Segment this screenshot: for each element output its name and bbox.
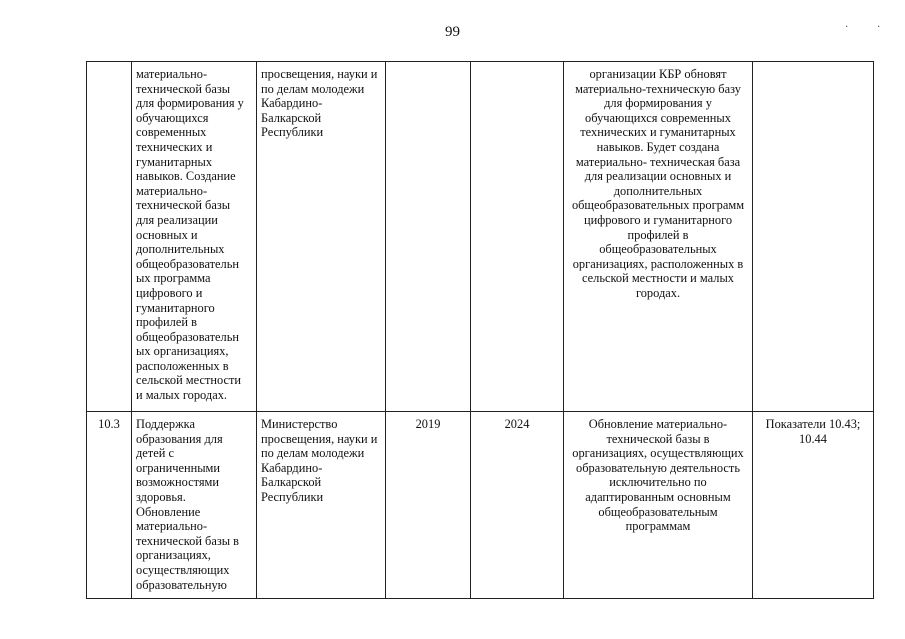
page-number: 99 [445, 24, 460, 40]
table-row [87, 412, 874, 599]
executor-cell [257, 62, 386, 412]
expected-result-cell [564, 412, 753, 599]
indicator-link-cell [753, 62, 874, 412]
scan-speck: · [877, 22, 881, 33]
measure-name-cell [132, 412, 257, 599]
end-year-cell [471, 412, 564, 599]
executor: Министерство просвещения, науки и по делам молодежи Кабардино- Балкарской Республики [261, 417, 378, 504]
end-year-cell [471, 62, 564, 412]
indicator-link: Показатели 10.43; 10.44 [765, 417, 861, 446]
expected-result-cell [564, 62, 753, 412]
indicator-link-cell [753, 412, 874, 599]
row-number: 10.3 [98, 417, 120, 431]
measure-name: материально- технической базы для формирования у обучающихся современных технических и гуманитарных навыков. Создание материально- технической базы для реализации основных и дополнительных общеобразовательн ых программа цифрового и гуманитарного профилей в общеобразовательн ых организациях, расположенных в сельской местности и малых городах. [136, 67, 244, 403]
document-table [86, 61, 874, 599]
start-year-cell [386, 62, 471, 412]
expected-result: Обновление материально- технической базы в организациях, осуществляющих образовательную деятельность исключительно по адаптированным основным общеобразовательным программам [572, 417, 744, 534]
measure-name: Поддержка образования для детей с ограниченными возможностями здоровья. Обновление материально- технической базы в организациях, осуществляющих образовательную [136, 417, 240, 592]
end-year: 2024 [504, 417, 530, 431]
start-year-cell [386, 412, 471, 599]
row-number-cell [87, 62, 132, 412]
executor-cell [257, 412, 386, 599]
row-number-cell [87, 412, 132, 599]
table-row [87, 62, 874, 412]
measure-name-cell [132, 62, 257, 412]
start-year: 2019 [415, 417, 441, 431]
expected-result: организации КБР обновят материально-техническую базу для формирования у обучающихся современных технических и гуманитарных навыков. Будет создана материально- техническая база для реализации основных и дополнительных общеобразовательных программ цифрового и гуманитарного профилей в общеобразовательных организациях, расположенных в сельской местности и малых городах. [571, 67, 745, 300]
scan-speck: · [845, 22, 849, 33]
executor: просвещения, науки и по делам молодежи Кабардино- Балкарской Республики [261, 67, 378, 140]
